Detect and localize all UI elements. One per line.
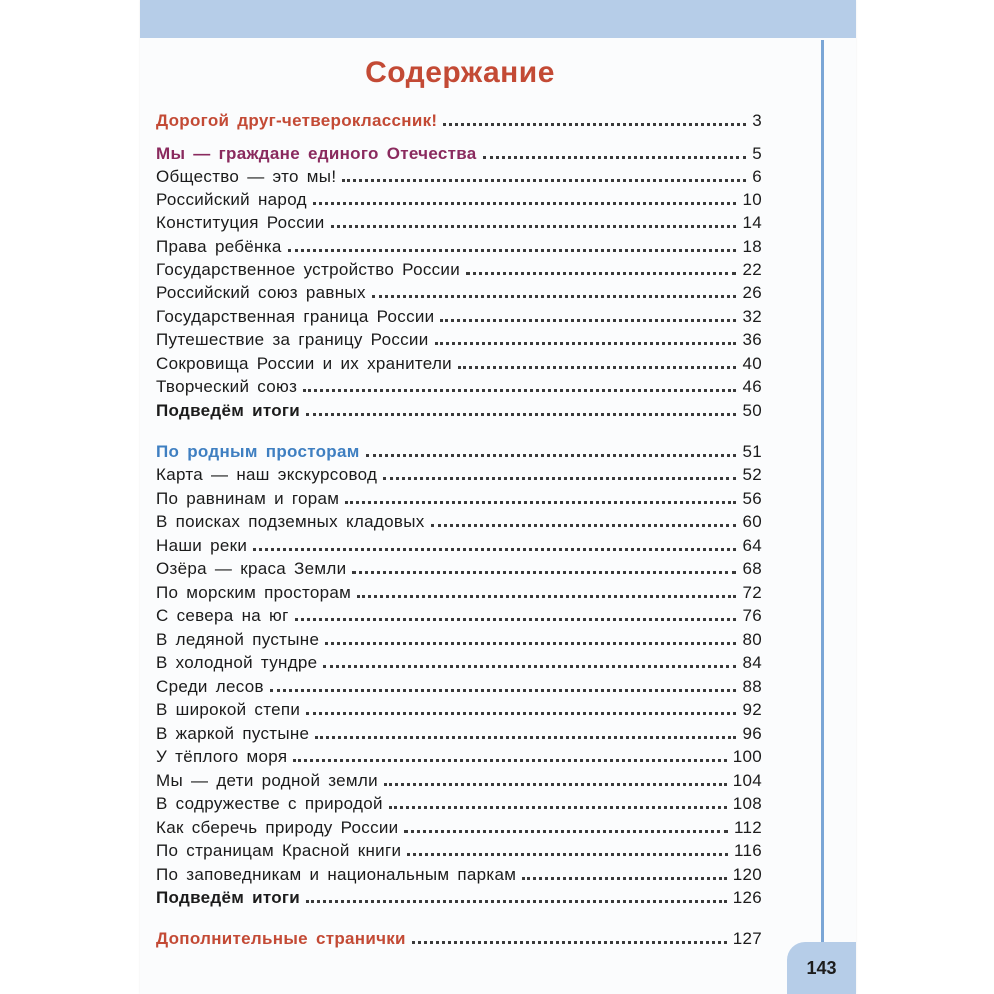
dot-leader	[440, 319, 736, 322]
dot-leader	[306, 413, 736, 416]
dot-leader	[522, 877, 726, 880]
toc-entry-page: 112	[733, 818, 762, 837]
toc-entry	[156, 555, 762, 579]
dot-leader	[270, 689, 737, 692]
toc-entry-page: 5	[752, 144, 762, 163]
dot-leader	[331, 225, 737, 228]
top-color-band	[140, 0, 856, 38]
toc-entry-label: Российский народ	[156, 190, 307, 209]
toc-entry-label: Мы — граждане единого Отечества	[156, 144, 477, 163]
dot-leader	[372, 295, 737, 298]
dot-leader	[389, 806, 727, 809]
toc-entry-label: Подведём итоги	[156, 401, 301, 420]
toc-entry-page: 76	[742, 606, 762, 625]
dot-leader	[345, 501, 736, 504]
toc-entry-label: По равнинам и горам	[156, 489, 340, 508]
toc-entry-page: 80	[742, 630, 762, 649]
dot-leader	[443, 123, 746, 126]
toc-entry-page: 3	[752, 111, 762, 130]
toc-entry	[156, 649, 762, 673]
dot-leader	[253, 548, 736, 551]
dot-leader	[306, 712, 736, 715]
toc-entry-page: 92	[742, 700, 762, 719]
dot-leader	[458, 366, 737, 369]
dot-leader	[313, 202, 737, 205]
toc-entry-page: 104	[732, 771, 762, 790]
toc-entry-label: В жаркой пустыне	[156, 724, 310, 743]
dot-leader	[466, 272, 736, 275]
toc-entry-page: 108	[732, 794, 762, 813]
page-number: 143	[787, 942, 856, 994]
dot-leader	[303, 389, 736, 392]
dot-leader	[412, 941, 727, 944]
toc-entry-page: 116	[733, 841, 762, 860]
toc-entry-label: Российский союз равных	[156, 283, 366, 302]
toc-entry	[156, 350, 762, 374]
toc-entry-label: Конституция России	[156, 213, 325, 232]
toc-entry	[156, 279, 762, 303]
dot-leader	[315, 736, 736, 739]
toc-entry-page: 100	[732, 747, 762, 766]
toc-entry	[156, 373, 762, 397]
page-title: Содержание	[365, 56, 555, 89]
toc-entry-label: В широкой степи	[156, 700, 301, 719]
toc-entry	[156, 508, 762, 532]
toc-entry	[156, 461, 762, 485]
toc-entry	[156, 884, 762, 908]
toc-entry	[156, 767, 762, 791]
toc-entry	[156, 438, 762, 462]
right-margin-rule	[821, 40, 824, 994]
toc-entry	[156, 397, 762, 421]
toc-entry	[156, 233, 762, 257]
toc-entry	[156, 626, 762, 650]
toc-entry-page: 50	[742, 401, 762, 420]
toc-entry-label: Государственное устройство России	[156, 260, 461, 279]
toc-entry	[156, 485, 762, 509]
dot-leader	[483, 156, 747, 159]
toc-entry-label: У тёплого моря	[156, 747, 288, 766]
toc-entry	[156, 837, 762, 861]
toc-entry	[156, 673, 762, 697]
toc-entry	[156, 814, 762, 838]
toc-entry	[156, 256, 762, 280]
toc-entry-label: Подведём итоги	[156, 888, 301, 907]
toc-entry-label: В поисках подземных кладовых	[156, 512, 425, 531]
dot-leader	[407, 853, 728, 856]
toc-entry	[156, 925, 762, 949]
toc-entry-page: 22	[742, 260, 762, 279]
toc-entry-label: Путешествие за границу России	[156, 330, 429, 349]
toc-entry	[156, 602, 762, 626]
toc-entry-page: 51	[742, 442, 762, 461]
toc-entry	[156, 532, 762, 556]
toc-entry-page: 26	[742, 283, 762, 302]
dot-leader	[342, 179, 746, 182]
toc-entry-page: 64	[742, 536, 762, 555]
toc-entry-page: 36	[742, 330, 762, 349]
toc-entry	[156, 209, 762, 233]
toc-entry-page: 32	[742, 307, 762, 326]
toc-entry-label: Карта — наш экскурсовод	[156, 465, 378, 484]
toc-entry	[156, 107, 762, 131]
toc-entry	[156, 163, 762, 187]
dot-leader	[325, 642, 736, 645]
toc-entry-label: По родным просторам	[156, 442, 360, 461]
toc-entry	[156, 861, 762, 885]
toc-entry-label: По заповедникам и национальным паркам	[156, 865, 517, 884]
toc-entry-page: 60	[742, 512, 762, 531]
dot-leader	[352, 571, 736, 574]
dot-leader	[288, 249, 737, 252]
toc-entry-label: В ледяной пустыне	[156, 630, 320, 649]
dot-leader	[366, 454, 737, 457]
dot-leader	[384, 783, 727, 786]
toc-entry	[156, 326, 762, 350]
toc-entry-page: 6	[752, 167, 762, 186]
toc-entry-page: 127	[732, 929, 762, 948]
toc-entry-page: 10	[742, 190, 762, 209]
toc-entry-label: Государственная граница России	[156, 307, 435, 326]
dot-leader	[431, 524, 737, 527]
toc-entry-label: По морским просторам	[156, 583, 352, 602]
toc-entry-page: 126	[732, 888, 762, 907]
toc-entry-page: 120	[732, 865, 762, 884]
toc-entry-page: 46	[742, 377, 762, 396]
toc-entry-page: 84	[742, 653, 762, 672]
toc-entry	[156, 186, 762, 210]
toc-entry-label: Права ребёнка	[156, 237, 282, 256]
toc-entry-page: 52	[742, 465, 762, 484]
toc-entry	[156, 790, 762, 814]
toc-entry-label: По страницам Красной книги	[156, 841, 402, 860]
toc-entry-page: 68	[742, 559, 762, 578]
toc-entry-page: 96	[742, 724, 762, 743]
toc-entry-label: Дорогой друг-четвероклассник!	[156, 111, 438, 130]
toc-entry-label: Озёра — краса Земли	[156, 559, 347, 578]
toc-entry	[156, 140, 762, 164]
toc-entry-page: 18	[742, 237, 762, 256]
toc-entry-label: Сокровища России и их хранители	[156, 354, 452, 373]
dot-leader	[295, 618, 737, 621]
dot-leader	[383, 477, 736, 480]
toc-entry-label: Общество — это мы!	[156, 167, 337, 186]
toc-entry-label: С севера на юг	[156, 606, 289, 625]
toc-entry-page: 14	[742, 213, 762, 232]
toc-entry	[156, 303, 762, 327]
toc-entry-label: Творческий союз	[156, 377, 298, 396]
toc-entry	[156, 743, 762, 767]
toc-entry-label: Дополнительные странички	[156, 929, 406, 948]
toc-entry-label: В содружестве с природой	[156, 794, 383, 813]
toc-entry-label: Среди лесов	[156, 677, 264, 696]
toc-entry-page: 56	[742, 489, 762, 508]
dot-leader	[323, 665, 736, 668]
toc-entry-label: Как сберечь природу России	[156, 818, 399, 837]
dot-leader	[404, 830, 728, 833]
toc-entry-page: 72	[742, 583, 762, 602]
toc-entry-label: В холодной тундре	[156, 653, 318, 672]
toc-entry-label: Наши реки	[156, 536, 248, 555]
toc-entry-label: Мы — дети родной земли	[156, 771, 378, 790]
dot-leader	[293, 759, 726, 762]
toc-entry	[156, 579, 762, 603]
toc-entry-page: 40	[742, 354, 762, 373]
toc-entry	[156, 720, 762, 744]
dot-leader	[357, 595, 736, 598]
dot-leader	[435, 342, 737, 345]
toc-entry	[156, 696, 762, 720]
toc-entry-page: 88	[742, 677, 762, 696]
dot-leader	[306, 900, 727, 903]
